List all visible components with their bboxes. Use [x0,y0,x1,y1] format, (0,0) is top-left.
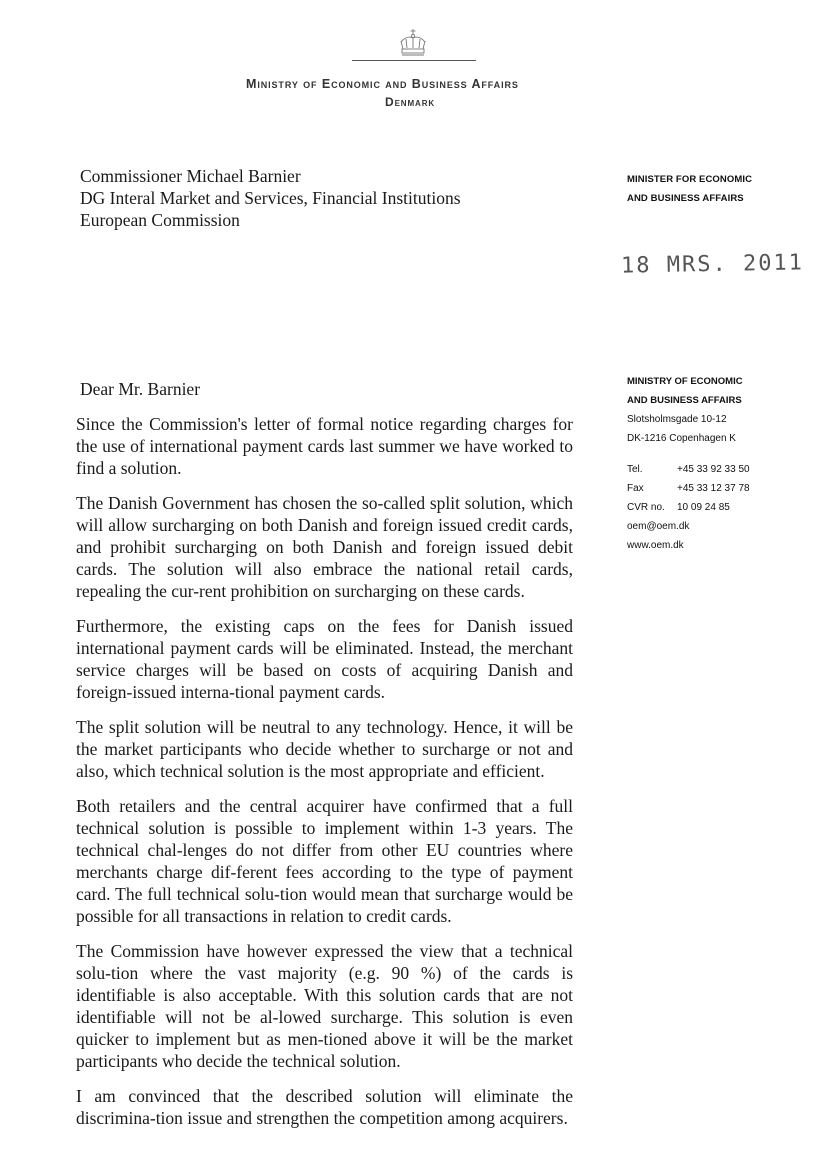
ministry-country: Denmark [385,95,436,109]
address-line: Slotsholmsgade 10-12 [627,414,727,425]
crown-icon [396,28,430,58]
ministry-name: Ministry of Economic and Business Affairs [246,77,519,91]
salutation: Dear Mr. Barnier [80,379,201,399]
address-line: DK-1216 Copenhagen K [627,433,736,444]
sender-title-line: AND BUSINESS AFFAIRS [627,193,744,204]
cvr-label: CVR no. [627,502,665,513]
sender-contact [627,372,817,555]
tel-label: Tel. [627,464,643,475]
paragraph: The Commission have however expressed the view that a technical solu-tion where the vast majority (e.g. 90 %) of the cards is identifiable is also acceptable. With this solution cards that are not identifiable will not be al-lowed surcharge. This solution is even quicker to implement but as men-tioned above it will be the market participants who decide the technical solution. [76,941,573,1071]
website-link[interactable]: www.oem.dk [627,540,684,551]
fax-value: +45 33 12 37 78 [677,483,750,494]
fax-row [627,479,817,498]
org-line: MINISTRY OF ECONOMIC [627,376,743,387]
tel-row [627,460,817,479]
tel-value: +45 33 92 33 50 [677,464,750,475]
cvr-value: 10 09 24 85 [677,502,730,513]
recipient-line: European Commission [80,210,240,230]
recipient-address [80,165,580,231]
paragraph: Furthermore, the existing caps on the fees for Danish issued international payment cards will be eliminated. Instead, the merchant service charges will be based on costs of acquiring Danish and foreign-issued interna-tional payment cards. [76,616,573,702]
sender-title [627,170,817,208]
org-line: AND BUSINESS AFFAIRS [627,395,742,406]
email-link[interactable]: oem@oem.dk [627,521,690,532]
fax-label: Fax [627,483,644,494]
sender-title-line: MINISTER FOR ECONOMIC [627,174,753,185]
paragraph: I am convinced that the described solution will eliminate the discrimina-tion issue and strengthen the competition among acquirers. [76,1086,573,1128]
paragraph: The Danish Government has chosen the so-called split solution, which will allow surcharging on both Danish and foreign issued credit cards, and prohibit surcharging on both Danish and foreign issued debit cards. The solution will also embrace the national retail cards, repealing the cur-rent prohibition on surcharging on these cards. [76,493,573,601]
paragraph: The split solution will be neutral to any technology. Hence, it will be the market participants who decide whether to surcharge or not and also, which technical solution is the most appropriate and efficient. [76,717,573,781]
date-stamp: 18 MRS. 2011 [620,250,805,279]
recipient-line: DG Interal Market and Services, Financial Institutions [80,188,461,208]
paragraph: Both retailers and the central acquirer have confirmed that a full technical solution is possible to implement within 1-3 years. The technical chal-lenges do not differ from other EU countries where merchants charge dif-ferent fees according to the type of payment card. The full technical solu-tion would mean that surcharge would be possible for all transactions in relation to credit cards. [76,796,573,926]
paragraph: Since the Commission's letter of formal notice regarding charges for the use of international payment cards last summer we have worked to find a solution. [76,414,573,478]
letterhead-rule [352,60,476,61]
cvr-row [627,498,817,517]
letter-body [76,378,573,1142]
recipient-line: Commissioner Michael Barnier [80,166,301,186]
